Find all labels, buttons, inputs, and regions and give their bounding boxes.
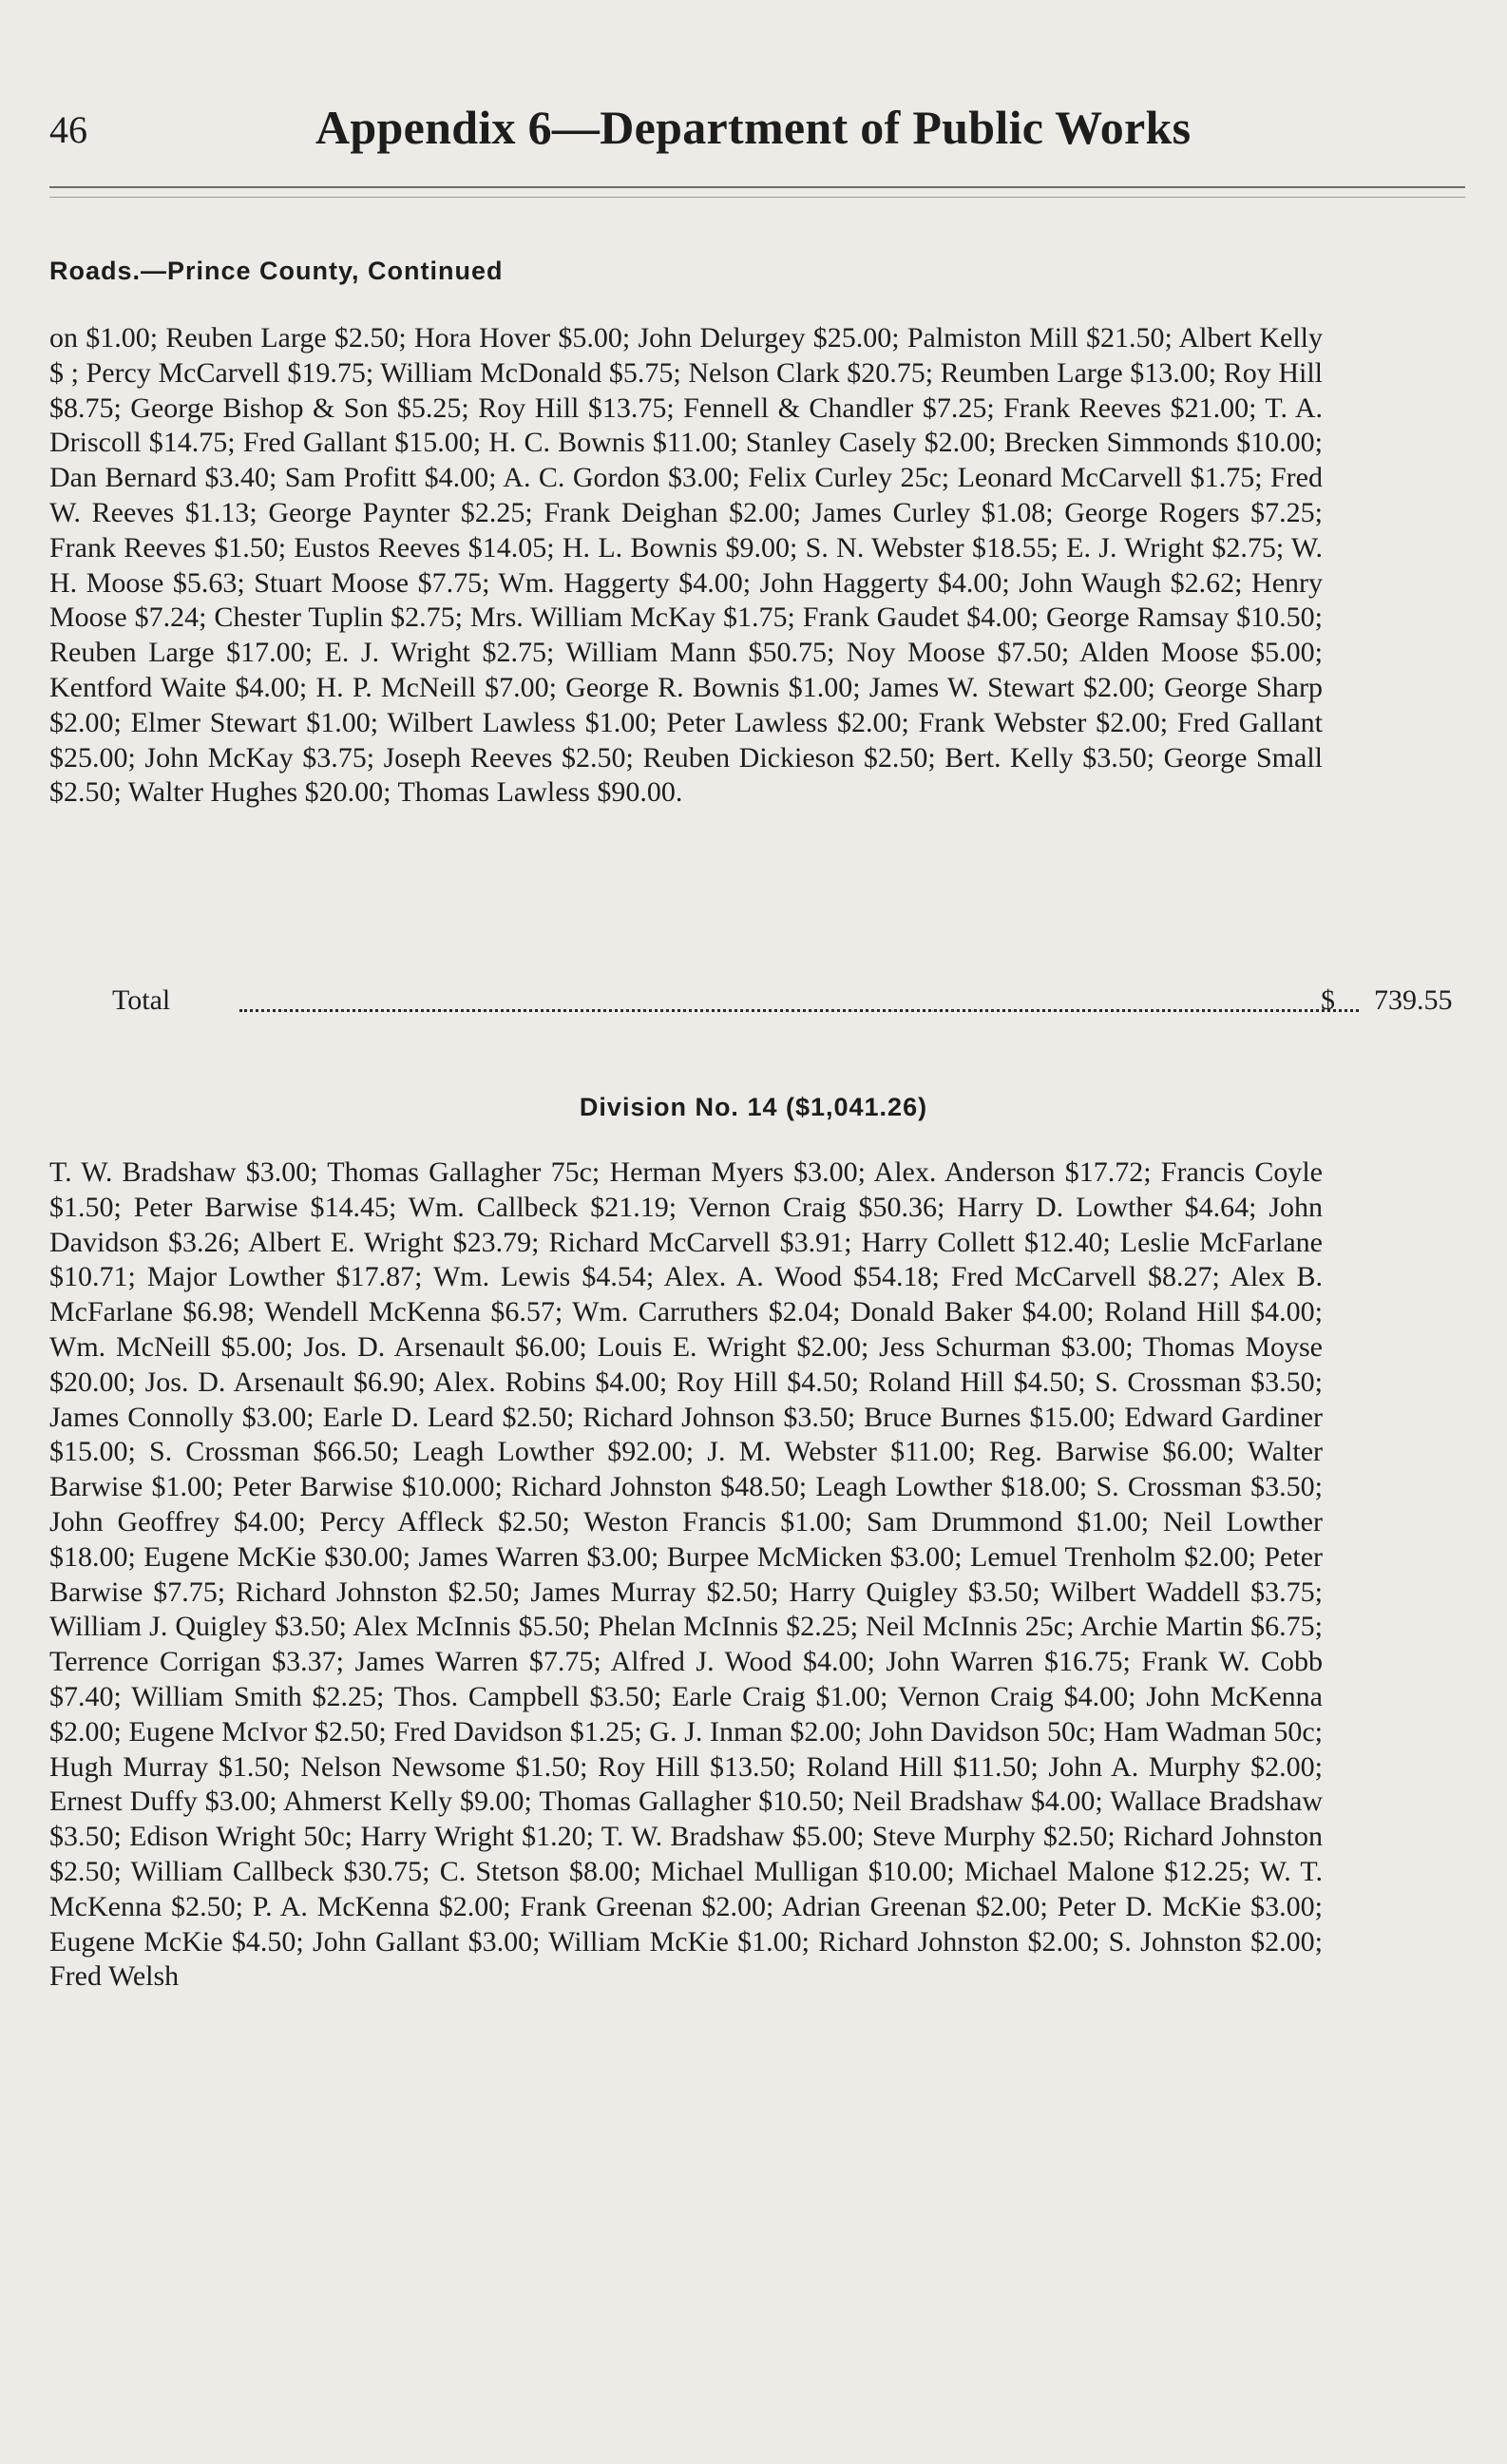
page-header <box>49 100 1323 166</box>
total-currency: $ <box>1321 984 1335 1016</box>
leader-dots <box>239 1009 1359 1012</box>
page-number: 46 <box>49 108 87 151</box>
total-line <box>49 984 1465 1022</box>
total-amount: 739.55 <box>1374 984 1453 1016</box>
page-title: Appendix 6—Department of Public Works <box>315 101 1192 154</box>
total-label: Total <box>112 984 171 1016</box>
header-rule-secondary <box>49 197 1465 198</box>
section-heading: Roads.—Prince County, Continued <box>49 257 504 285</box>
section-paragraph: on $1.00; Reuben Large $2.50; Hora Hover $5.00; John Delurgey $25.00; Palmiston Mill $21.50; Albert Kelly $ ; Percy McCarvell $19.75; William McDonald $5.75; Nelson Clark $20.75; Reumben Large $13.00; Roy Hill $8.75; George Bishop & Son $5.25; Roy Hill $13.75; Fennell & Chandler $7.25; Frank Reeves $21.00; T. A. Driscoll $14.75; Fred Gallant $15.00; H. C. Bownis $11.00; Stanley Casely $2.00; Brecken Simmonds $10.00; Dan Bernard $3.40; Sam Profitt $4.00; A. C. Gordon $3.00; Felix Curley 25c; Leonard McCarvell $1.75; Fred W. Reeves $1.13; George Paynter $2.25; Frank Deighan $2.00; James Curley $1.08; George Rogers $7.25; Frank Reeves $1.50; Eustos Reeves $14.05; H. L. Bownis $9.00; S. N. Webster $18.55; E. J. Wright $2.75; W. H. Moose $5.63; Stuart Moose $7.75; Wm. Haggerty $4.00; John Haggerty $4.00; John Waugh $2.62; Henry Moose $7.24; Chester Tuplin $2.75; Mrs. William McKay $1.75; Frank Gaudet $4.00; George Ramsay $10.50; Reuben Large $17.00; E. J. Wright $2.75; William Mann $50.75; Noy Moose $7.50; Alden Moose $5.00; Kentford Waite $4.00; H. P. McNeill $7.00; George R. Bownis $1.00; James W. Stewart $2.00; George Sharp $2.00; Elmer Stewart $1.00; Wilbert Lawless $1.00; Peter Lawless $2.00; Frank Webster $2.00; Fred Gallant $25.00; John McKay $3.75; Joseph Reeves $2.50; Reuben Dickieson $2.50; Bert. Kelly $3.50; George Small $2.50; Walter Hughes $20.00; Thomas Lawless $90.00. <box>49 322 1323 809</box>
division-paragraph: T. W. Bradshaw $3.00; Thomas Gallagher 75c; Herman Myers $3.00; Alex. Anderson $17.72; Francis Coyle $1.50; Peter Barwise $14.45; Wm. Callbeck $21.19; Vernon Craig $50.36; Harry D. Lowther $4.64; John Davidson $3.26; Albert E. Wright $23.79; Richard McCarvell $3.91; Harry Collett $12.40; Leslie McFarlane $10.71; Major Lowther $17.87; Wm. Lewis $4.54; Alex. A. Wood $54.18; Fred McCarvell $8.27; Alex B. McFarlane $6.98; Wendell McKenna $6.57; Wm. Carruthers $2.04; Donald Baker $4.00; Roland Hill $4.00; Wm. McNeill $5.00; Jos. D. Arsenault $6.00; Louis E. Wright $2.00; Jess Schurman $3.00; Thomas Moyse $20.00; Jos. D. Arsenault $6.90; Alex. Robins $4.00; Roy Hill $4.50; Roland Hill $4.50; S. Crossman $3.50; James Connolly $3.00; Earle D. Leard $2.50; Richard Johnson $3.50; Bruce Burnes $15.00; Edward Gardiner $15.00; S. Crossman $66.50; Leagh Lowther $92.00; J. M. Webster $11.00; Reg. Barwise $6.00; Walter Barwise $1.00; Peter Barwise $10.000; Richard Johnston $48.50; Leagh Lowther $18.00; S. Crossman $3.50; John Geoffrey $4.00; Percy Affleck $2.50; Weston Francis $1.00; Sam Drummond $1.00; Neil Lowther $18.00; Eugene McKie $30.00; James Warren $3.00; Burpee McMicken $3.00; Lemuel Trenholm $2.00; Peter Barwise $7.75; Richard Johnston $2.50; James Murray $2.50; Harry Quigley $3.50; Wilbert Waddell $3.75; William J. Quigley $3.50; Alex McInnis $5.50; Phelan McInnis $2.25; Neil McInnis 25c; Archie Martin $6.75; Terrence Corrigan $3.37; James Warren $7.75; Alfred J. Wood $4.00; John Warren $16.75; Frank W. Cobb $7.40; William Smith $2.25; Thos. Campbell $3.50; Earle Craig $1.00; Vernon Craig $4.00; John McKenna $2.00; Eugene McIvor $2.50; Fred Davidson $1.25; G. J. Inman $2.00; John Davidson 50c; Ham Wadman 50c; Hugh Murray $1.50; Nelson Newsome $1.50; Roy Hill $13.50; Roland Hill $11.50; John A. Murphy $2.00; Ernest Duffy $3.00; Ahmerst Kelly $9.00; Thomas Gallagher $10.50; Neil Bradshaw $4.00; Wallace Bradshaw $3.50; Edison Wright 50c; Harry Wright $1.20; T. W. Bradshaw $5.00; Steve Murphy $2.50; Richard Johnston $2.50; William Callbeck $30.75; C. Stetson $8.00; Michael Mulligan $10.00; Michael Malone $12.25; W. T. McKenna $2.50; P. A. McKenna $2.00; Frank Greenan $2.00; Adrian Greenan $2.00; Peter D. McKie $3.00; Eugene McKie $4.50; John Gallant $3.00; William McKie $1.00; Richard Johnston $2.00; S. Johnston $2.00; Fred Welsh <box>49 1156 1323 1993</box>
division-heading: Division No. 14 ($1,041.26) <box>579 1093 928 1121</box>
header-rule <box>49 186 1465 188</box>
